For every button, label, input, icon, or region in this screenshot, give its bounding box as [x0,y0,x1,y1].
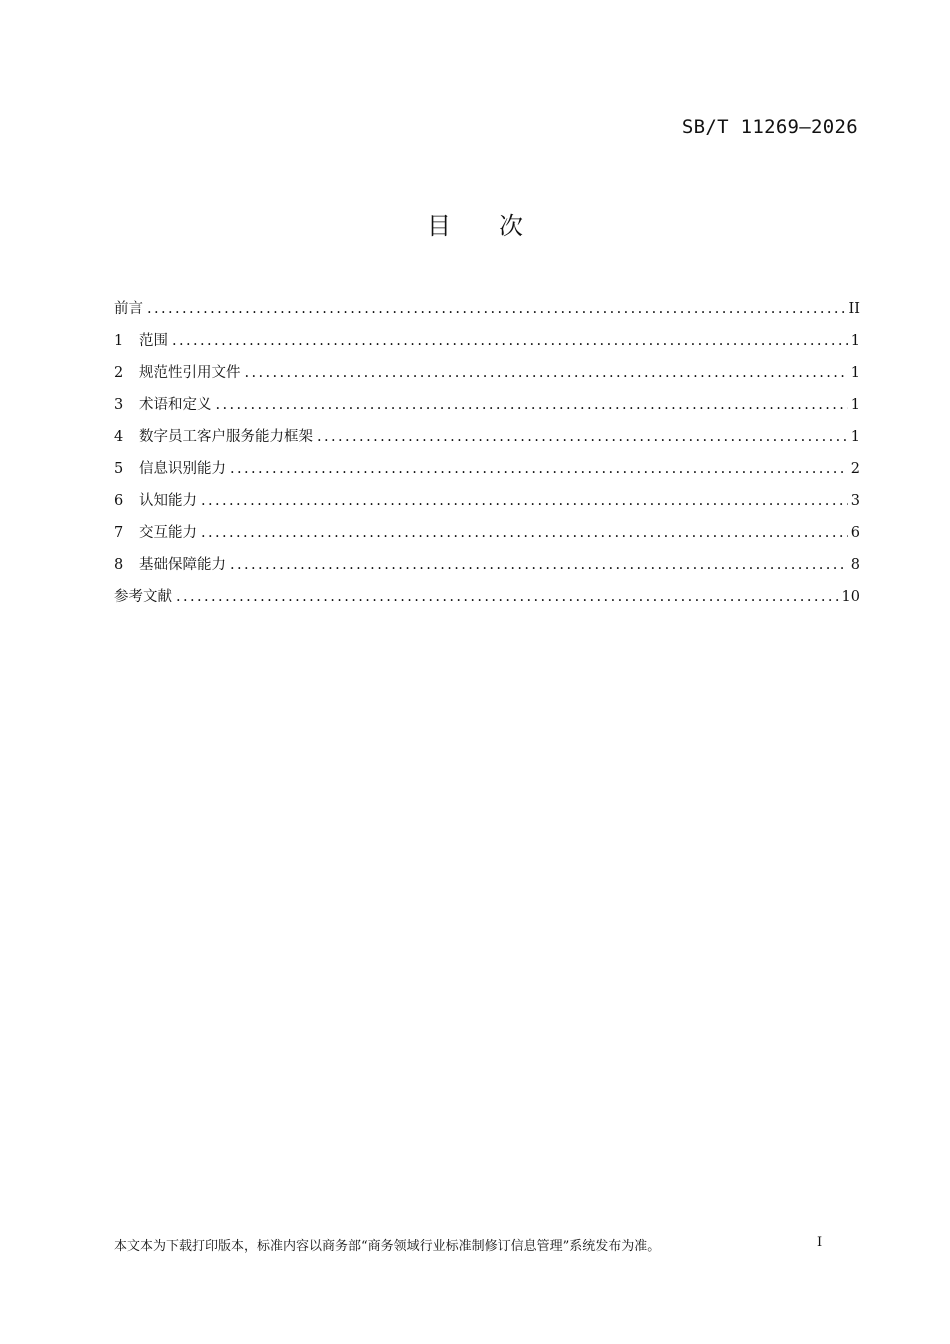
toc-entry-4[interactable] [114,421,860,453]
toc-leader-dots [245,357,848,389]
toc-page-number: 3 [850,493,860,509]
standard-number: SB/T 11269—2026 [681,116,858,138]
toc-entry-number: 5 [114,461,124,477]
toc-entry-3[interactable] [114,389,860,421]
toc-entry-title: 信息识别能力 [139,461,226,477]
toc-entry-foreword[interactable] [114,293,860,325]
toc-entry-1[interactable] [114,325,860,357]
toc-entry-title: 范围 [139,333,168,349]
toc-entry-number: 3 [114,397,124,413]
toc-leader-dots [201,485,848,517]
toc-entry-title: 认知能力 [139,493,197,509]
footer-page-number: I [817,1235,823,1250]
toc-leader-dots [317,421,848,453]
page-title-char-1: 目 [427,212,451,240]
toc-entry-title: 数字员工客户服务能力框架 [139,429,313,445]
toc-entry-number: 2 [114,365,124,381]
toc-entry-bibliography[interactable] [114,581,860,613]
toc-entry-number: 6 [114,493,124,509]
toc-entry-number: 7 [114,525,124,541]
page-title-char-2: 次 [499,212,523,240]
toc-page-number: 6 [850,525,860,541]
toc-entry-number: 4 [114,429,124,445]
toc-page-number: 1 [850,365,860,381]
toc-entry-2[interactable] [114,357,860,389]
toc-leader-dots [230,453,848,485]
toc-leader-dots [172,325,848,357]
toc-leader-dots [216,389,848,421]
toc-page-number: 2 [850,461,860,477]
toc-entry-5[interactable] [114,453,860,485]
toc-leader-dots [176,581,839,613]
table-of-contents [114,293,860,613]
toc-entry-number: 8 [114,557,124,573]
toc-leader-dots [147,293,846,325]
toc-entry-8[interactable] [114,549,860,581]
toc-entry-title: 术语和定义 [139,397,212,413]
toc-page-number: 1 [850,333,860,349]
toc-page-number: 10 [841,589,860,605]
toc-entry-title: 基础保障能力 [139,557,226,573]
toc-entry-title: 交互能力 [139,525,197,541]
toc-page-number: 1 [850,429,860,445]
toc-page-number: 8 [850,557,860,573]
toc-leader-dots [201,517,848,549]
toc-page-number: 1 [850,397,860,413]
toc-entry-number: 1 [114,333,124,349]
toc-entry-6[interactable] [114,485,860,517]
toc-entry-title: 规范性引用文件 [139,365,241,381]
page-title [0,206,950,241]
toc-entry-7[interactable] [114,517,860,549]
toc-entry-title: 前言 [114,301,143,317]
toc-page-number: II [848,301,860,317]
footer-disclaimer: 本文本为下载打印版本，标准内容以商务部“商务领域行业标准制修订信息管理”系统发布为准。 [114,1239,661,1254]
toc-entry-title: 参考文献 [114,589,172,605]
toc-leader-dots [230,549,848,581]
